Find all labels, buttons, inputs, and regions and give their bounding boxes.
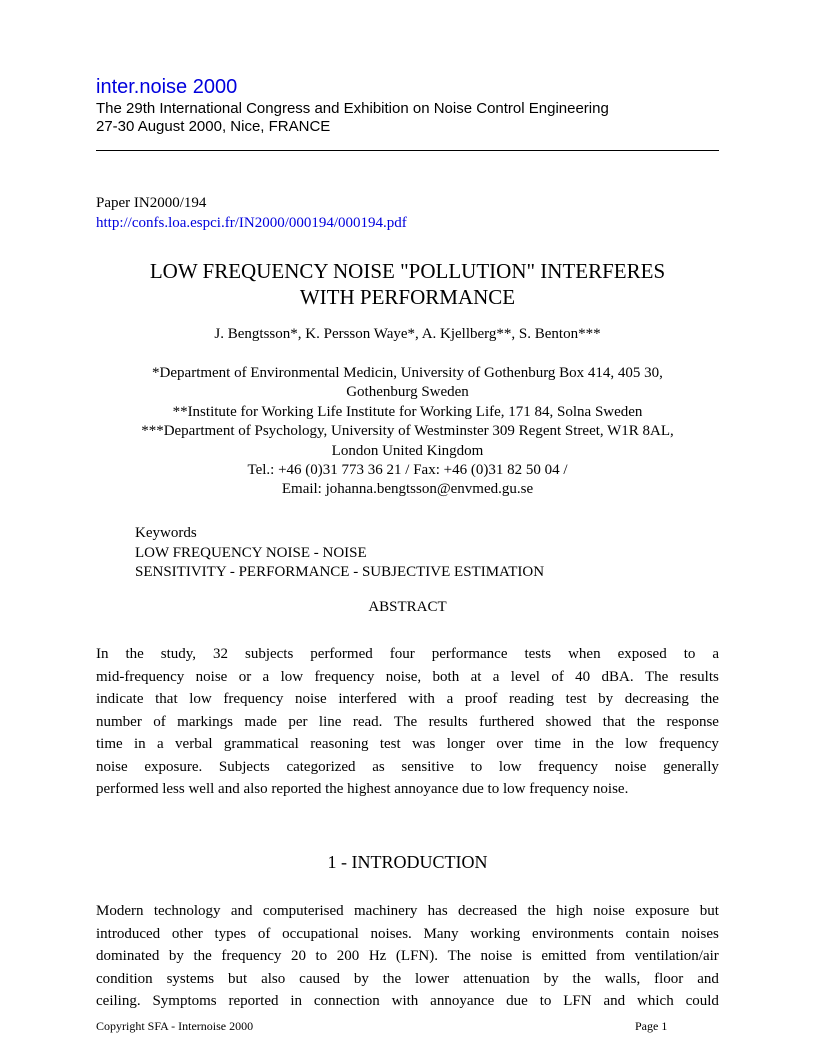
congress-title: The 29th International Congress and Exhibition on Noise Control Engineering bbox=[96, 100, 609, 117]
abstract-line: noise exposure. Subjects categorized as sensitive to low frequency noise generally bbox=[96, 758, 719, 775]
title-line: WITH PERFORMANCE bbox=[299, 285, 516, 309]
affiliation-line: *Department of Environmental Medicin, University of Gothenburg Box 414, 405 30, bbox=[152, 365, 663, 381]
abstract-line: time in a verbal grammatical reasoning test was longer over time in the low frequency bbox=[96, 736, 719, 752]
affiliations bbox=[96, 364, 719, 500]
contact-email: Email: johanna.bengtsson@envmed.gu.se bbox=[281, 481, 534, 498]
affiliation-line: **Institute for Working Life Institute for Working Life, 171 84, Solna Sweden bbox=[172, 403, 643, 420]
abstract-line: performed less well and also reported the highest annoyance due to low frequency noise. bbox=[96, 781, 629, 797]
introduction-body bbox=[96, 900, 719, 1013]
introduction-line: dominated by the frequency 20 to 200 Hz (LFN). The noise is emitted from ventilation/air bbox=[96, 948, 719, 964]
affiliation-line: ***Department of Psychology, University of Westminster 309 Regent Street, W1R 8AL, bbox=[141, 423, 674, 440]
keywords-line: LOW FREQUENCY NOISE - NOISE bbox=[135, 544, 367, 561]
abstract-line: indicate that low frequency noise interfered with a proof reading test by decreasing the bbox=[96, 691, 719, 707]
author-list: J. Bengtsson*, K. Persson Waye*, A. Kjellberg**, S. Benton*** bbox=[214, 326, 601, 342]
conference-date-place: 27-30 August 2000, Nice, FRANCE bbox=[96, 118, 331, 135]
abstract-line: number of markings made per line read. The results furthered showed that the response bbox=[96, 713, 719, 730]
paper-id: Paper IN2000/194 bbox=[96, 195, 207, 211]
affiliation-line: London United Kingdom bbox=[331, 442, 484, 459]
abstract-line: mid-frequency noise or a low frequency noise, both at a level of 40 dBA. The results bbox=[96, 668, 719, 685]
footer-page-number: Page 1 bbox=[635, 1019, 668, 1033]
abstract-line: In the study, 32 subjects performed four performance tests when exposed to a bbox=[96, 646, 719, 662]
conference-details bbox=[96, 100, 609, 136]
section-heading-introduction: 1 - INTRODUCTION bbox=[327, 852, 488, 872]
title-line: LOW FREQUENCY NOISE "POLLUTION" INTERFERES bbox=[149, 259, 666, 283]
footer-copyright: Copyright SFA - Internoise 2000 bbox=[96, 1019, 254, 1033]
keywords-label: Keywords bbox=[135, 525, 197, 541]
affiliation-line: Gothenburg Sweden bbox=[346, 384, 469, 401]
abstract-heading: ABSTRACT bbox=[368, 599, 447, 615]
keywords-line: SENSITIVITY - PERFORMANCE - SUBJECTIVE ESTIMATION bbox=[135, 564, 545, 580]
header-divider bbox=[96, 150, 719, 151]
introduction-line: condition systems but also caused by the lower attenuation by the walls, floor and bbox=[96, 970, 719, 987]
introduction-line: Modern technology and computerised machinery has decreased the high noise exposure but bbox=[96, 903, 719, 919]
conference-name: inter.noise 2000 bbox=[96, 76, 238, 98]
introduction-line: ceiling. Symptoms reported in connection with annoyance due to LFN and which could bbox=[96, 993, 719, 1009]
keywords-block bbox=[135, 524, 544, 583]
introduction-line: introduced other types of occupational noises. Many working environments contain noises bbox=[96, 925, 719, 942]
paper-title bbox=[96, 258, 719, 310]
abstract-body bbox=[96, 643, 719, 801]
paper-url-link[interactable]: http://confs.loa.espci.fr/IN2000/000194/000194.pdf bbox=[96, 215, 407, 231]
contact-phone-fax: Tel.: +46 (0)31 773 36 21 / Fax: +46 (0)31 82 50 04 / bbox=[247, 462, 568, 479]
